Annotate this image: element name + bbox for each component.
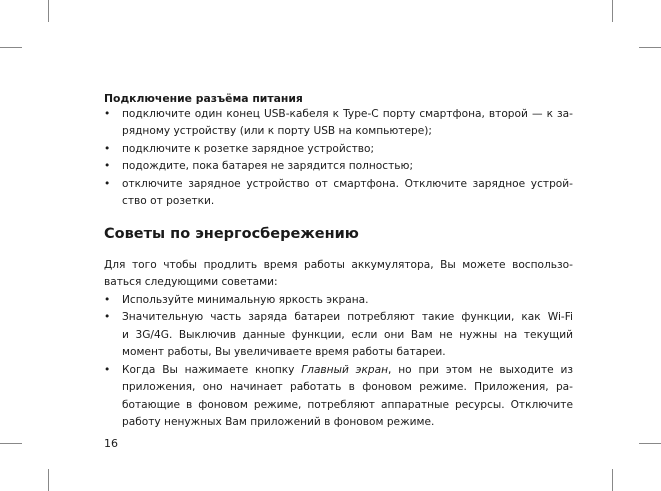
crop-mark [0, 47, 22, 48]
text: Когда Вы нажимаете кнопку [122, 364, 302, 376]
list-item-line: ство от розетки. [122, 195, 215, 207]
crop-mark [612, 0, 613, 22]
list-item-line: работу ненужных Вам приложений в фоновом режиме. [122, 416, 435, 428]
crop-mark [639, 47, 661, 48]
home-screen-term: Главный экран [301, 364, 389, 376]
bullet: • [104, 311, 111, 323]
bullet: • [104, 364, 111, 376]
subheading-power-connector: Подключение разъёма питания [104, 92, 303, 105]
list-item-line [122, 362, 573, 379]
list-item-line: подключите к розетке зарядное устройство; [122, 143, 375, 155]
list-item-line: подождите, пока батарея не зарядится полностью; [122, 160, 414, 172]
list-item-line: Значительную часть заряда батареи потребляют такие функции, как Wi-Fi [122, 311, 573, 323]
crop-mark [639, 443, 661, 444]
list-item-line: Используйте минимальную яркость экрана. [122, 294, 369, 306]
bullet: • [104, 294, 111, 306]
crop-mark [48, 0, 49, 22]
crop-mark [612, 469, 613, 491]
bullet: • [104, 178, 111, 190]
intro-line: Для того чтобы продлить время работы аккумулятора, Вы можете воспользо- [104, 259, 573, 271]
list-item-line: подключите один конец USB-кабеля к Type-C порту смартфона, второй — к за- [122, 108, 573, 120]
list-item-line: и 3G/4G. Выключив данные функции, если они Вам не нужны на текущий [122, 329, 573, 341]
text: , но при этом не выходите из [388, 364, 573, 376]
list-item-line: ботающие в фоновом режиме, потребляют аппаратные ресурсы. Отключите [122, 399, 573, 411]
list-item-line: отключите зарядное устройство от смартфона. Отключите зарядное устрой- [122, 178, 573, 190]
bullet: • [104, 108, 111, 120]
bullet: • [104, 143, 111, 155]
bullet: • [104, 160, 111, 172]
crop-mark [0, 443, 22, 444]
list-item-line: приложения, оно начинает работать в фоновом режиме. Приложения, ра- [122, 381, 573, 393]
section-heading-energy-saving: Советы по энергосбережению [104, 226, 359, 242]
list-item-line: момент работы, Вы увеличиваете время работы батареи. [122, 346, 446, 358]
intro-line: ваться следующими советами: [104, 276, 278, 288]
crop-mark [48, 469, 49, 491]
list-item-line: рядному устройству (или к порту USB на компьютере); [122, 125, 432, 137]
page-number: 16 [104, 437, 118, 450]
